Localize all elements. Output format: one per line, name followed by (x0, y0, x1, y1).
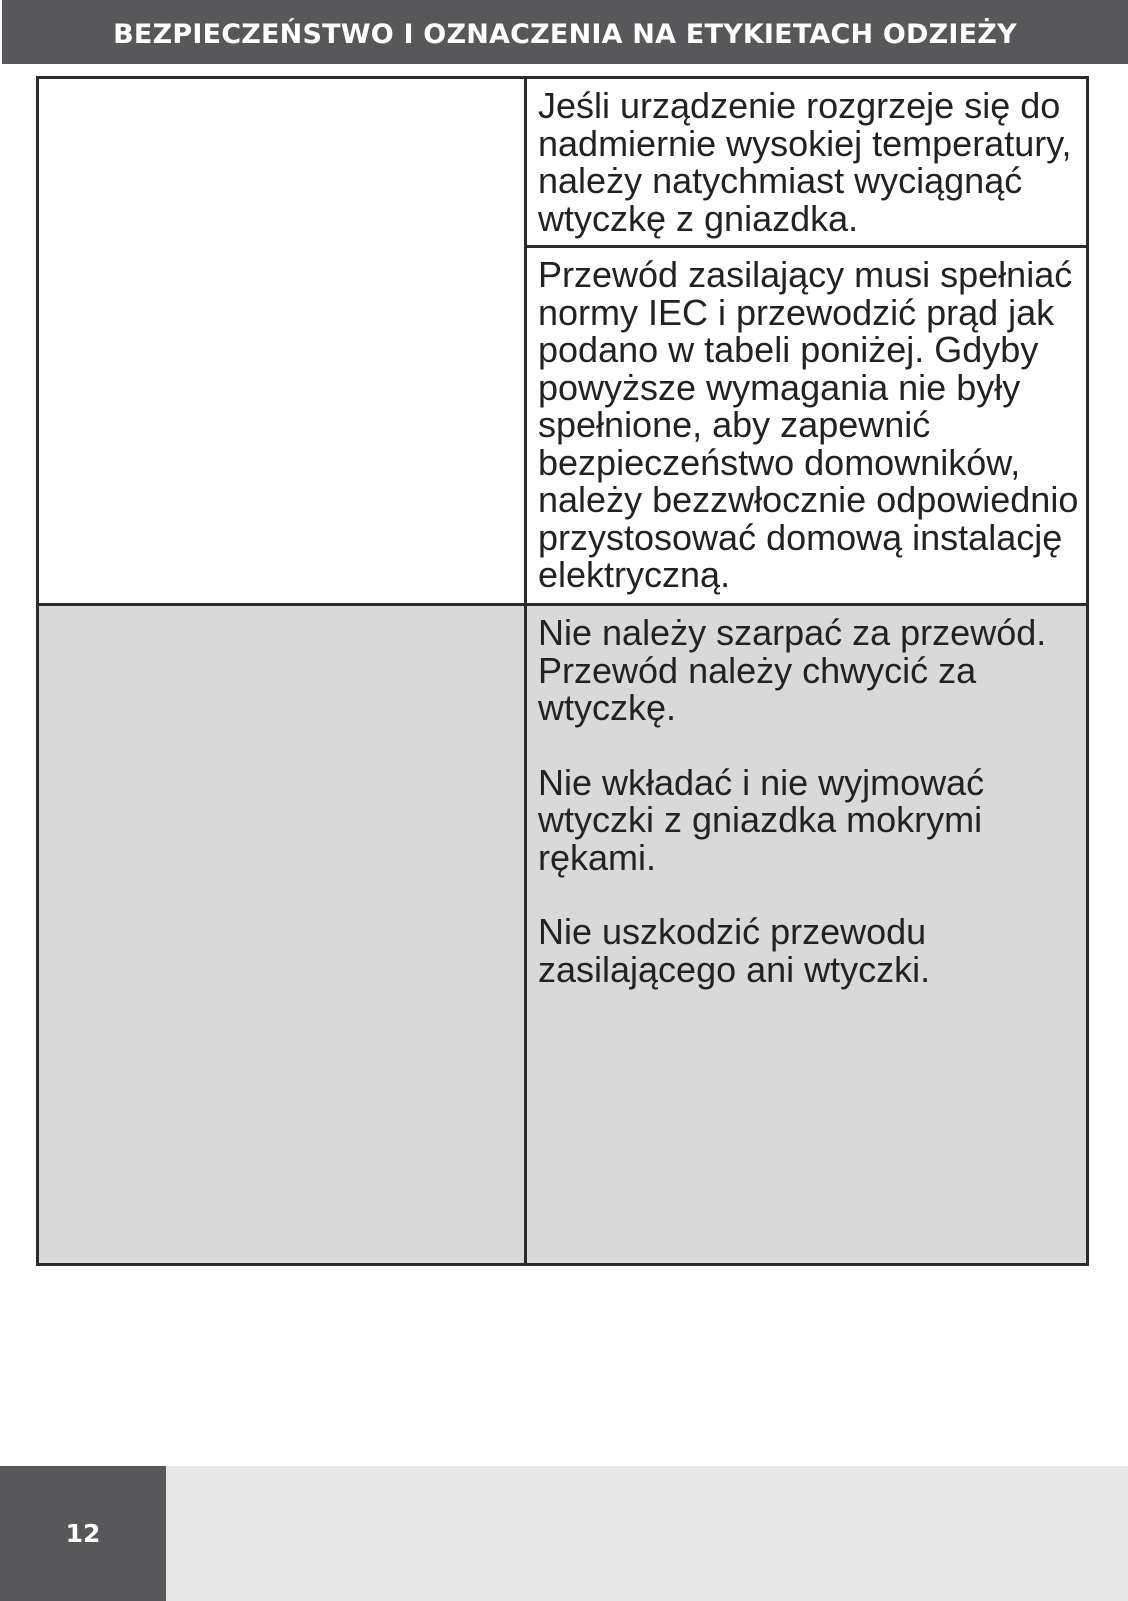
section-header (2, 0, 1128, 64)
page-number-box (0, 1466, 166, 1601)
safety-table (36, 76, 1089, 1266)
instruction-cell (527, 606, 1086, 1263)
instruction-cell (527, 79, 1086, 248)
instruction-text: Nie wkładać i nie wyjmować wtyczki z gniazdka mokrymi rękami. (538, 761, 985, 878)
instruction-text: Nie uszkodzić przewodu zasilającego ani wtyczki. (538, 911, 931, 990)
instruction-text: Jeśli urządzenie rozgrzeje się do nadmiernie wysokiej temperatury, należy natychmiast wyciągnąć wtyczkę z gniazdka. (538, 85, 1072, 239)
instruction-text: Nie należy szarpać za przewód. Przewód należy chwycić za wtyczkę. (538, 612, 1047, 728)
section-title: BEZPIECZEŃSTWO I OZNACZENIA NA ETYKIETACH ODZIEŻY (113, 18, 1017, 50)
page-number: 12 (65, 1519, 101, 1548)
table-row (39, 79, 1086, 603)
table-row (39, 603, 1086, 1263)
instruction-text: Przewód zasilający musi spełniać normy IEC i przewodzić prąd jak podano w tabeli poniżej. Gdyby powyższe wymagania nie były spełnione, aby zapewnić bezpieczeństwo domowników, należy bezzwłocznie odpowiednio przystosować domową instalację elektryczną. (538, 254, 1079, 595)
instruction-cell (527, 248, 1086, 603)
page-footer (0, 1466, 1128, 1601)
